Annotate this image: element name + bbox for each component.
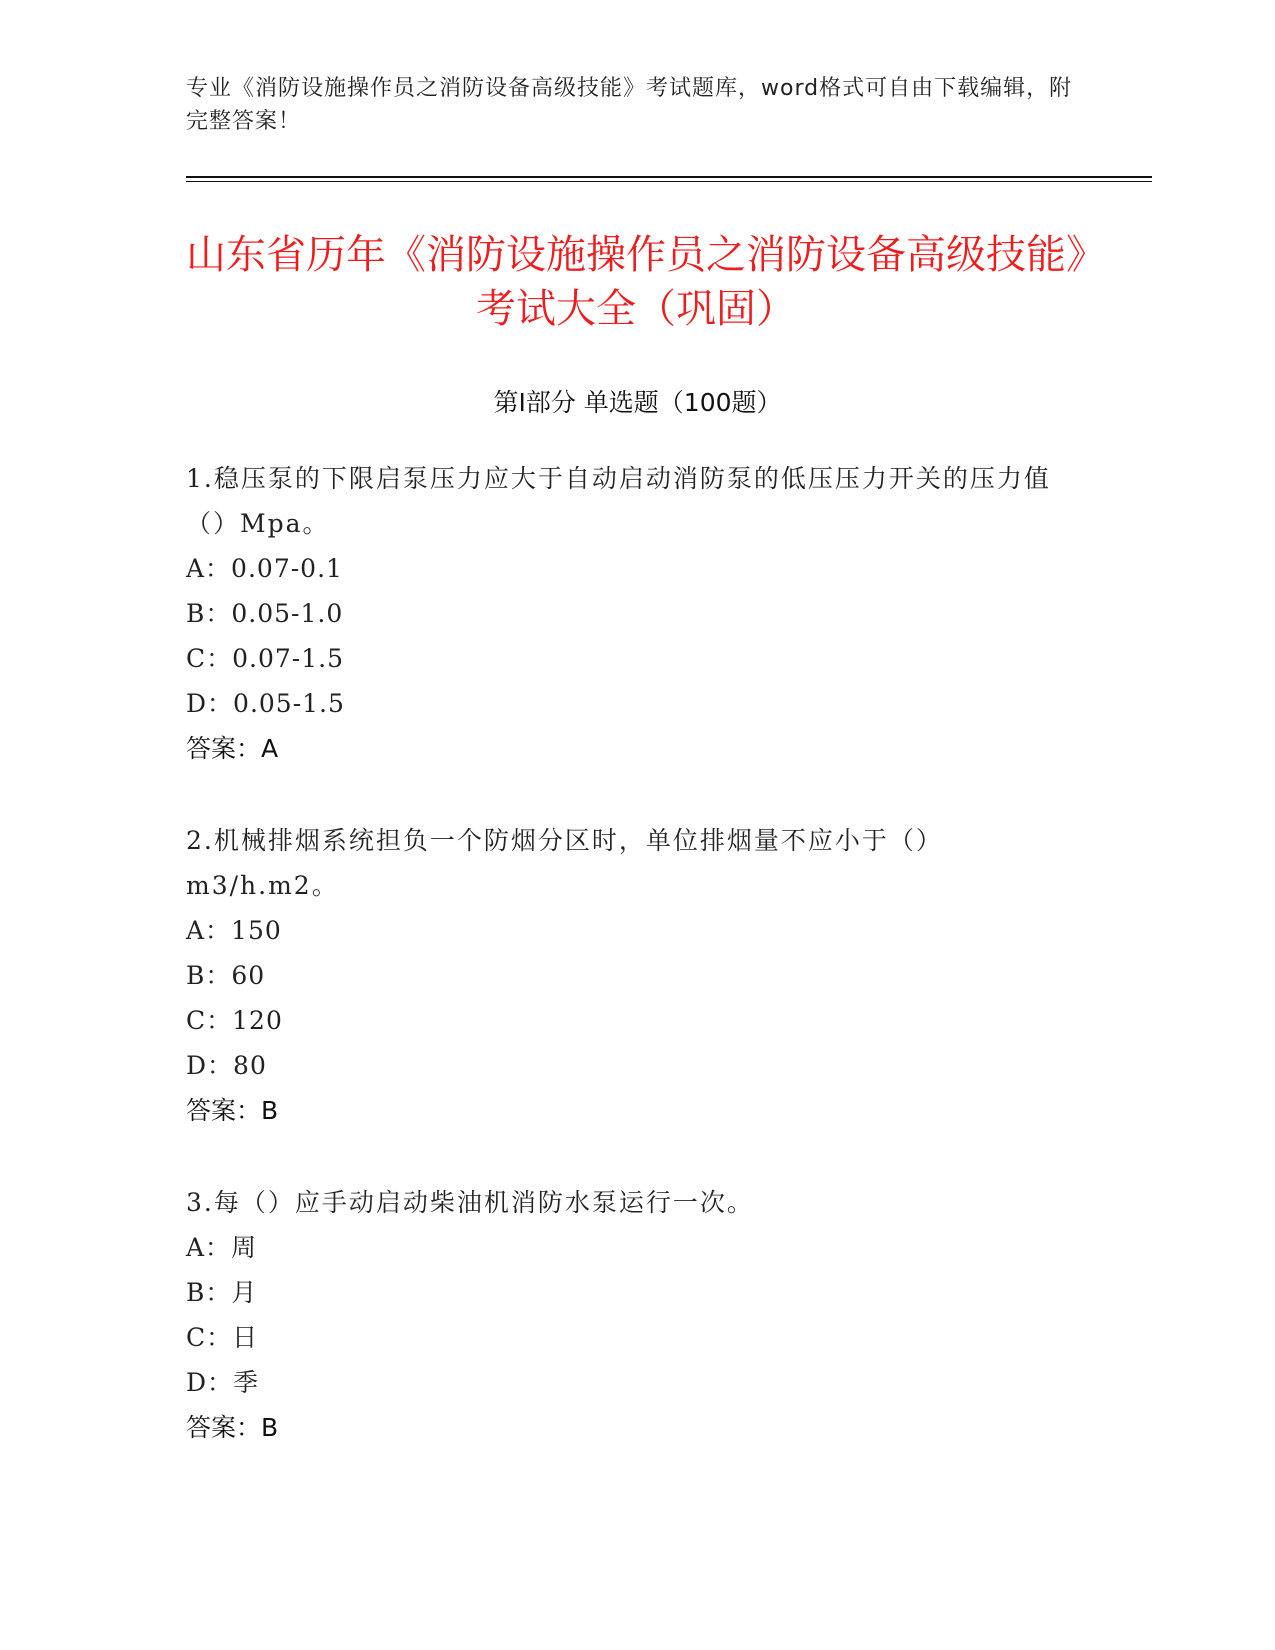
header-divider-thin bbox=[186, 181, 1152, 182]
section-heading: 第I部分 单选题（100题） bbox=[493, 388, 782, 417]
document-title: 山东省历年《消防设施操作员之消防设备高级技能》考试大全（巩固） bbox=[186, 232, 1086, 332]
option-a: A：周 bbox=[186, 1233, 258, 1262]
option-c: C：0.07-1.5 bbox=[186, 644, 344, 673]
option-b: B：月 bbox=[186, 1278, 258, 1307]
question-1 bbox=[186, 456, 1066, 771]
question-text: 3.每（）应手动启动柴油机消防水泵运行一次。 bbox=[186, 1188, 754, 1217]
question-3 bbox=[186, 1180, 1066, 1450]
option-d: D：0.05-1.5 bbox=[186, 689, 345, 718]
question-text: 2.机械排烟系统担负一个防烟分区时，单位排烟量不应小于（）m3/h.m2。 bbox=[186, 826, 943, 900]
header-note: 专业《消防设施操作员之消防设备高级技能》考试题库，word格式可自由下载编辑，附完整答案！ bbox=[186, 76, 1073, 134]
question-text: 1.稳压泵的下限启泵压力应大于自动启动消防泵的低压压力开关的压力值（）Mpa。 bbox=[186, 464, 1051, 538]
option-c: C：120 bbox=[186, 1006, 283, 1035]
option-c: C：日 bbox=[186, 1323, 259, 1352]
header-divider-thick bbox=[186, 176, 1152, 178]
option-b: B：0.05-1.0 bbox=[186, 599, 344, 628]
answer: 答案：B bbox=[186, 1096, 279, 1125]
answer: 答案：B bbox=[186, 1413, 279, 1442]
option-a: A：0.07-0.1 bbox=[186, 554, 343, 583]
answer: 答案：A bbox=[186, 734, 279, 763]
option-d: D：80 bbox=[186, 1051, 267, 1080]
option-b: B：60 bbox=[186, 961, 266, 990]
option-a: A：150 bbox=[186, 916, 282, 945]
question-2 bbox=[186, 818, 1066, 1133]
option-d: D：季 bbox=[186, 1368, 260, 1397]
